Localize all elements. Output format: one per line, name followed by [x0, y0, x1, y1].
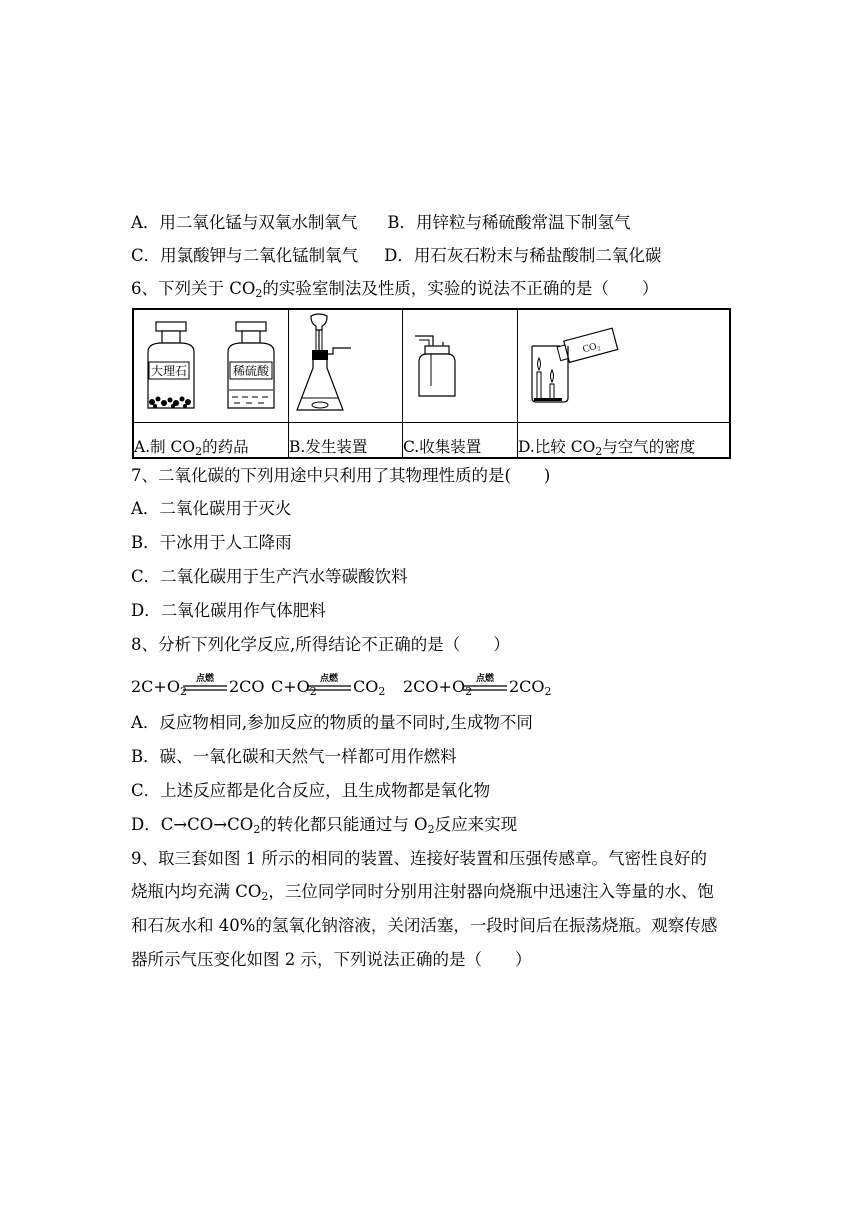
q7-stem: 7、二氧化碳的下列用途中只利用了其物理性质的是( ) [131, 466, 551, 485]
fig-b-image [289, 309, 403, 423]
eq1-right: 2CO [229, 677, 265, 696]
q9-line-1: 9、取三套如图 1 所示的相同的装置、连接好装置和压强传感章。气密性良好的 [131, 849, 707, 868]
q9-line-4: 器所示气压变化如图 2 示，下列说法正确的是（ ） [131, 950, 532, 969]
generation-apparatus-illustration [289, 310, 402, 422]
fig-a-label-marble: 大理石 [150, 364, 188, 378]
q8-option-d: D．$C\to CO\to CO_2$的转化都只能通过与 $O_2$反应来实现 [131, 815, 518, 836]
fig-a-caption: A.制 $CO_2$的药品 [133, 423, 289, 459]
collection-bottle-illustration [403, 310, 517, 422]
fig-c-caption: C.收集装置 [403, 423, 518, 459]
fig-d-image [518, 309, 731, 423]
q9-line-3: 和石灰水和 40%的氢氧化钠溶液，关闭活塞，一段时间后在振荡烧瓶。观察传感 [131, 916, 718, 935]
svg-text:点燃: 点燃 [195, 673, 215, 683]
q6-stem: 6、下列关于 $CO_2$的实验室制法及性质，实验的说法不正确的是（ ） [131, 279, 659, 300]
q5-options-row2 [131, 245, 661, 267]
q5-option-a: A．用二氧化锰与双氧水制氧气 [131, 213, 358, 232]
q5-option-d: D．用石灰石粉末与稀盐酸制二氧化碳 [384, 246, 662, 265]
density-comparison-illustration [518, 310, 729, 422]
q5-options-row1 [131, 212, 631, 234]
eq1-left: $2C+O_2$ [131, 677, 187, 698]
q5-option-b: B．用锌粒与稀硫酸常温下制氢气 [387, 213, 631, 232]
q8-option-c: C．上述反应都是化合反应，且生成物都是氧化物 [131, 781, 491, 800]
q7-option-d: D．二氧化碳用作气体肥料 [131, 601, 326, 620]
q6-figure-table [132, 308, 731, 459]
eq2-left: $C+O_2$ [271, 677, 317, 698]
svg-text:点燃: 点燃 [319, 673, 339, 683]
q7-option-a: A．二氧化碳用于灭火 [131, 499, 292, 518]
q8-stem: 8、分析下列化学反应,所得结论不正确的是（ ） [131, 635, 510, 654]
fig-a-image [133, 309, 289, 423]
eq2-right: $CO_2$ [353, 677, 386, 698]
reagent-bottles-illustration [134, 310, 288, 422]
q9-line-2: 烧瓶内均充满 $CO_2$，三位同学同时分别用注射器向烧瓶中迅速注入等量的水、饱 [131, 882, 714, 903]
fig-c-image [403, 309, 518, 423]
svg-text:点燃: 点燃 [475, 673, 495, 683]
fig-d-caption: D.比较 $CO_2$与空气的密度 [518, 423, 731, 459]
q8-option-b: B．碳、一氧化碳和天然气一样都可用作燃料 [131, 747, 457, 766]
q7-option-b: B．干冰用于人工降雨 [131, 533, 292, 552]
eq3-left: $2CO+O_2$ [403, 677, 473, 698]
q5-option-c: C．用氯酸钾与二氧化锰制氧气 [131, 246, 359, 265]
fig-d-bottle-label: CO₂ [581, 340, 602, 356]
fig-a-label-acid: 稀硫酸 [232, 364, 270, 378]
eq1-equals-sign [181, 673, 229, 697]
eq3-right: $2CO_2$ [509, 677, 552, 698]
eq2-equals-sign [305, 673, 353, 697]
eq3-equals-sign [461, 673, 509, 697]
fig-b-caption: B.发生装置 [289, 423, 403, 459]
q7-option-c: C．二氧化碳用于生产汽水等碳酸饮料 [131, 567, 408, 586]
q8-option-a: A．反应物相同,参加反应的物质的量不同时,生成物不同 [131, 713, 533, 732]
